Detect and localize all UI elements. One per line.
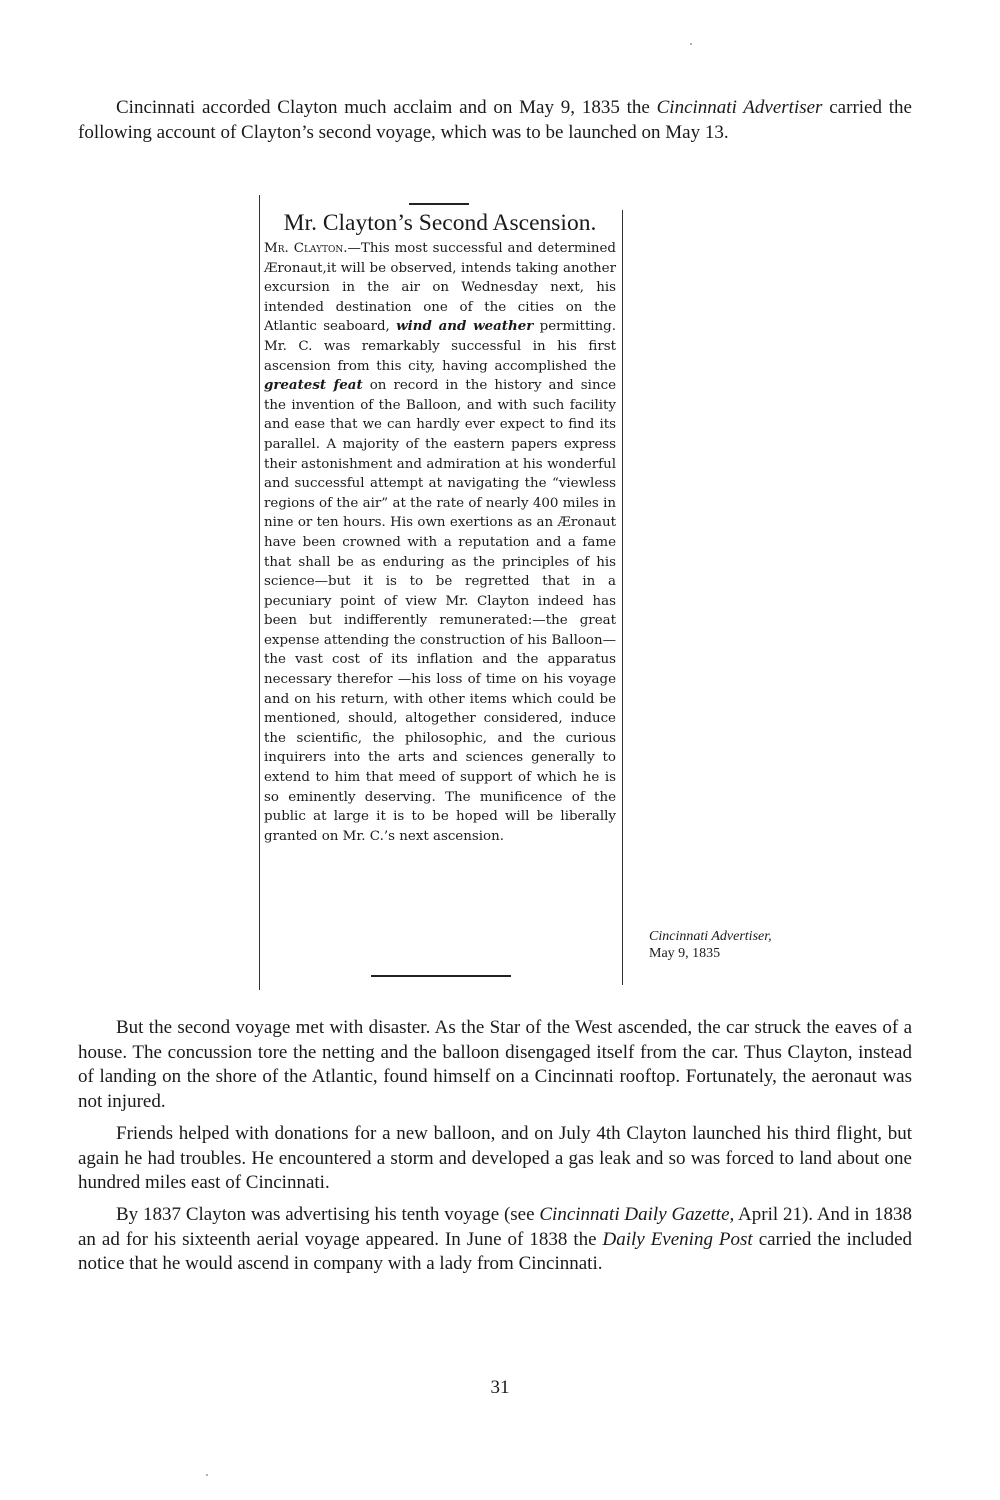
clipping-emphasis-1: wind and weather [396,318,534,335]
later-publication-1: Cincinnati Daily Gazette, [539,1204,735,1225]
paper-speck [206,1474,208,1476]
clipping-body-3: on record in the history and since the invention of the Balloon, and with such facility and ease that we can hardly ever expect to find its parallel. A majority of the eastern papers express their astonishment and admiration at his wonderful and successful attempt at navigating the “viewless regions of the air” at the rate of nearly 400 miles in nine or ten hours. His own exertions as an Æronaut have been crowned with a reputation and a fame that shall be as enduring as the principles of his science—but it is to be regretted that in a pecuniary point of view Mr. Clayton indeed has been but indifferently remunerated:—the great expense attending the construction of his Balloon—the vast cost of its inflation and the apparatus necessary therefor —his loss of time on his voyage and on his return, with other items which could be mentioned, should, altogether considered, induce the scientific, the philosophic, and the curious inquirers into the arts and sciences generally to extend to him that meed of support of which he is so eminently deserving. The munificence of the public at large it is to be hoped will be liberally granted on Mr. C.’s next ascension. [264,378,616,844]
page-number: 31 [490,1377,510,1398]
clipping-top-bar [409,203,469,205]
caption-source: Cincinnati Advertiser, [649,929,772,944]
clipping-left-rule [259,195,260,990]
later-text-3: carried the included notice that he would ascend in company with a lady from Cincinnati. [78,1228,913,1274]
caption-date: May 9, 1835 [649,946,721,961]
paragraph-third-flight: Friends helped with donations for a new balloon, and on July 4th Clayton launched his third flight, but again he had troubles. He encountered a storm and developed a gas leak and so was forced to land about one hundred miles east of Cincinnati. [78,1123,912,1193]
clipping-caption [649,928,849,962]
paragraph-later-voyages [78,1203,912,1277]
intro-publication: Cincinnati Advertiser [656,97,823,118]
paper-speck [690,43,692,45]
clipping-right-rule [622,210,623,985]
paragraph-second-voyage: But the second voyage met with disaster. As the Star of the West ascended, the car struck the eaves of a house. The concussion tore the netting and the balloon disengaged itself from the car. Thus Clayton, instead of landing on the shore of the Atlantic, found himself on a Cincinnati rooftop. Fortunately, the aeronaut was not injured. [78,1017,912,1112]
clipping-byline: Mr. Clayton. [264,241,348,256]
clipping-body-1: —This most successful and determined Æronaut,it will be observed, intends taking another excursion in the air on Wednesday next, his intended destination one of the cities on the Atlantic seaboard, [264,241,617,335]
intro-text-2: carried the following account of Clayton’s second voyage, which was to be launched on May 13. [78,97,912,143]
clipping-headline: Mr. Clayton’s Second Ascension. [283,210,597,236]
clipping-body [264,239,616,846]
intro-text-1: Cincinnati accorded Clayton much acclaim and on May 9, 1835 the [116,97,657,118]
clipping-body-2: permitting. Mr. C. was remarkably successful in his first ascension from this city, having accomplished the [264,319,616,374]
newspaper-clipping [259,195,623,990]
clipping-emphasis-2: greatest feat [264,377,363,394]
later-text-2: April 21). And in 1838 an ad for his sixteenth aerial voyage appeared. In June of 1838 the [78,1204,912,1250]
clipping-bottom-bar [371,975,511,977]
later-text-1: By 1837 Clayton was advertising his tenth voyage (see [116,1204,540,1225]
intro-paragraph [78,96,912,145]
clipping-column [264,209,616,846]
later-publication-2: Daily Evening Post [602,1228,753,1250]
